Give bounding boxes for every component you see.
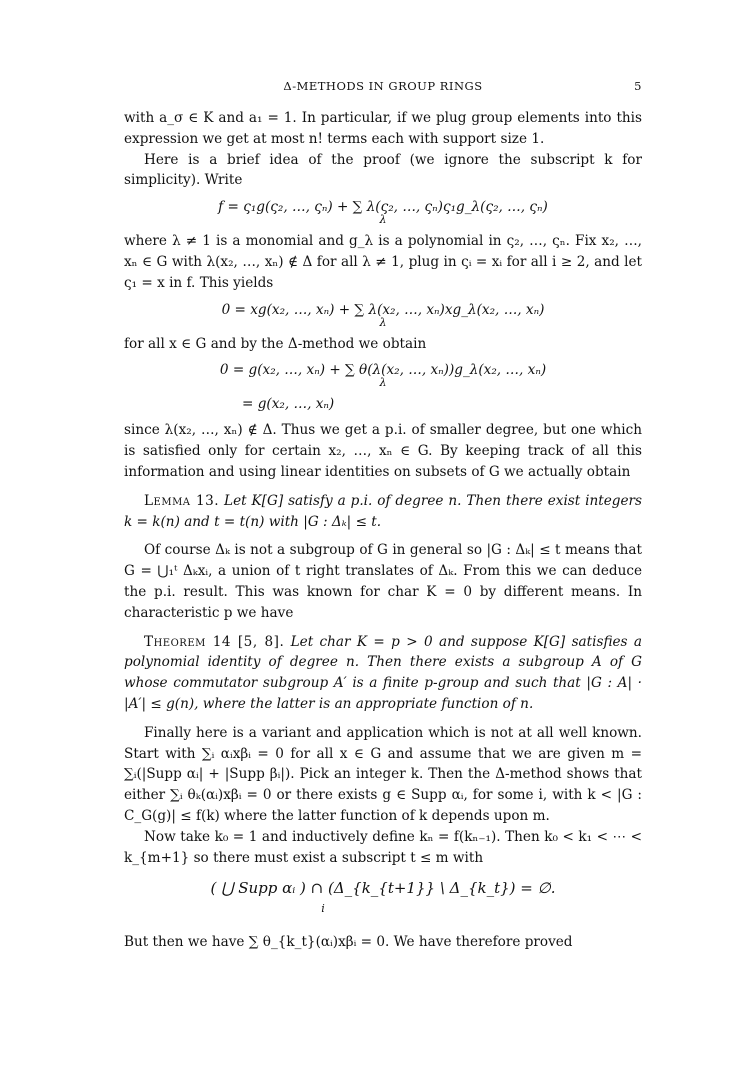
running-title: Δ-METHODS IN GROUP RINGS	[283, 79, 483, 93]
paragraph: Now take k₀ = 1 and inductively define kₙ = f(kₙ₋₁). Then k₀ < k₁ < ⋯ < k_{m+1} so there must exist a subscript t ≤ m with	[124, 828, 642, 866]
paragraph: where λ ≠ 1 is a monomial and g_λ is a polynomial in ς₂, …, ςₙ. Fix x₂, …, xₙ ∈ G with λ(x₂, …, xₙ) ∉ Δ for all λ ≠ 1, plug in ςᵢ = xᵢ for all i ≥ 2, and let ς₁ = x in f. This yields	[124, 233, 642, 291]
paragraph: Of course Δₖ is not a subgroup of G in general so |G : Δₖ| ≤ t means that G = ⋃₁ᵗ Δₖxᵢ, a union of t right translates of Δₖ. From this we can deduce the p.i. result. This was known for char K = 0 by different means. In characteristic p we have	[124, 542, 642, 621]
paragraph: for all x ∈ G and by the Δ-method we obtain	[124, 335, 427, 352]
page-number: 5	[634, 79, 642, 93]
paragraph: since λ(x₂, …, xₙ) ∉ Δ. Thus we get a p.i. of smaller degree, but one which is satisfied only for certain x₂, …, xₙ ∈ G. By keeping track of all this information and using linear identities on subsets of G we actually obtain	[124, 422, 642, 480]
equation	[124, 360, 642, 388]
paragraph: Finally here is a variant and application which is not at all well known. Start with ∑ᵢ αᵢxβᵢ = 0 for all x ∈ G and assume that we are given m = ∑ᵢ(|Supp αᵢ| + |Supp βᵢ|). Pick an integer k. Then the Δ-method shows that either ∑ᵢ θₖ(αᵢ)xβᵢ = 0 or there exists g ∈ Supp αᵢ, for some i, with k < |G : C_G(g)| ≤ f(k) where the latter function of k depends upon m.	[124, 724, 642, 824]
page-body	[124, 108, 642, 953]
equation-body: 0 = g(x₂, …, xₙ) + ∑ θ(λ(x₂, …, xₙ))g_λ(x₂, …, xₙ)	[219, 362, 547, 379]
equation	[124, 878, 642, 920]
equation-subscript: λ	[379, 376, 387, 390]
equation-subscript: λ	[379, 213, 387, 227]
theorem-statement: Let char K = p > 0 and suppose K[G] satisfies a polynomial identity of degree n. Then there exists a subgroup A of G whose commutator subgroup A′ is a finite p-group and such that |G : A| · |A′| ≤ g(n), where the latter is an appropriate function of n.	[124, 633, 642, 712]
theorem	[124, 632, 642, 715]
equation-body: = g(x₂, …, xₙ)	[242, 396, 335, 413]
equation	[124, 197, 642, 225]
lemma-label: Lemma 13.	[144, 492, 220, 509]
lemma	[124, 491, 642, 533]
theorem-label: Theorem 14 [5, 8].	[144, 633, 285, 650]
equation-body: ( ⋃ Supp αᵢ ) ∩ (Δ_{k_{t+1}} \ Δ_{k_t}) = ∅.	[210, 879, 556, 898]
equation	[124, 394, 642, 414]
equation	[124, 300, 642, 328]
equation-body: f = ς₁g(ς₂, …, ςₙ) + ∑ λ(ς₂, …, ςₙ)ς₁g_λ(ς₂, …, ςₙ)	[218, 199, 548, 216]
paragraph: with a_σ ∈ K and a₁ = 1. In particular, if we plug group elements into this expression we get at most n! terms each with support size 1.	[124, 110, 642, 147]
equation-subscript: λ	[379, 315, 387, 329]
equation-subscript: i	[321, 902, 325, 916]
lemma-statement: Let K[G] satisfy a p.i. of degree n. Then there exist integers k = k(n) and t = t(n) with |G : Δₖ| ≤ t.	[124, 492, 643, 530]
paragraph: But then we have ∑ θ_{k_t}(αᵢ)xβᵢ = 0. We have therefore proved	[124, 933, 573, 950]
paragraph: Here is a brief idea of the proof (we ignore the subscript k for simplicity). Write	[124, 151, 642, 189]
equation-body: 0 = xg(x₂, …, xₙ) + ∑ λ(x₂, …, xₙ)xg_λ(x₂, …, xₙ)	[221, 301, 545, 318]
